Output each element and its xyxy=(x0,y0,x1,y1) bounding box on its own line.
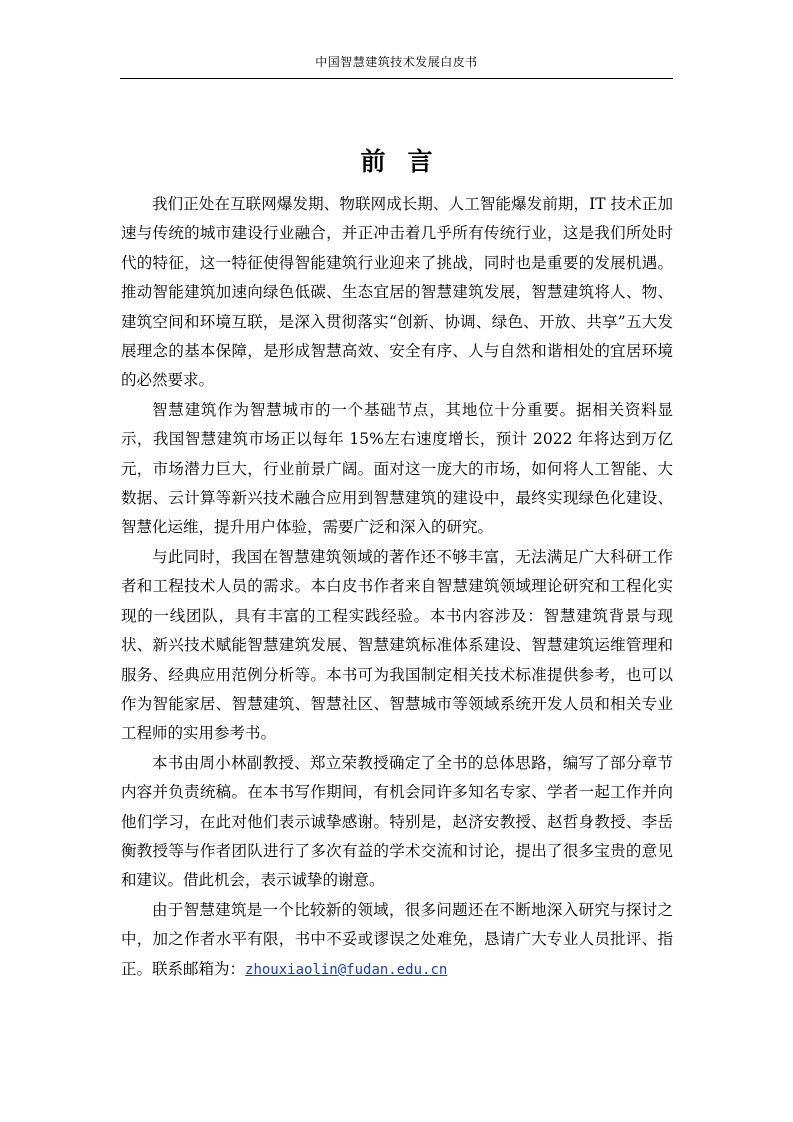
running-header: 中国智慧建筑技术发展白皮书 xyxy=(315,55,478,69)
paragraph-3: 与此同时，我国在智慧建筑领域的著作还不够丰富，无法满足广大科研工作者和工程技术人员的需求。本白皮书作者来自智慧建筑领域理论研究和工程化实现的一线团队，具有丰富的工程实践经验。本书内容涉及：智慧建筑背景与现状、新兴技术赋能智慧建筑发展、智慧建筑标准体系建设、智慧建筑运维管理和服务、经典应用范例分析等。本书可为我国制定相关技术标准提供参考，也可以作为智能家居、智慧建筑、智慧社区、智慧城市等领域系统开发人员和相关专业工程师的实用参考书。 xyxy=(121,547,673,743)
closing-text: 由于智慧建筑是一个比较新的领域，很多问题还在不断地深入研究与探讨之中，加之作者水平有限，书中不妥或谬误之处难免，恳请广大专业人员批评、指正。联系邮箱为： xyxy=(121,900,673,978)
header-divider xyxy=(120,78,673,79)
paragraph-2: 智慧建筑作为智慧城市的一个基础节点，其地位十分重要。据相关资料显示，我国智慧建筑市场正以每年 15%左右速度增长，预计 2022 年将达到万亿元，市场潜力巨大，行业前景广阔。面对这一庞大的市场，如何将人工智能、大数据、云计算等新兴技术融合应用到智慧建筑的建设中，最终实现绿色化建设、智慧化运维，提升用户体验，需要广泛和深入的研究。 xyxy=(121,400,673,537)
paragraph-1: 我们正处在互联网爆发期、物联网成长期、人工智能爆发前期，IT 技术正加速与传统的城市建设行业融合，并正冲击着几乎所有传统行业，这是我们所处时代的特征，这一特征使得智能建筑行业迎来了挑战，同时也是重要的发展机遇。推动智能建筑加速向绿色低碳、生态宜居的智慧建筑发展，智慧建筑将人、物、建筑空间和环境互联，是深入贯彻落实“创新、协调、绿色、开放、共享”五大发展理念的基本保障，是形成智慧高效、安全有序、人与自然和谐相处的宜居环境的必然要求。 xyxy=(121,195,673,390)
document-body xyxy=(121,190,673,985)
closing-paragraph xyxy=(121,896,673,985)
page-title: 前言 xyxy=(360,147,455,176)
paragraph-4: 本书由周小林副教授、郑立荣教授确定了全书的总体思路，编写了部分章节内容并负责统稿。在本书写作期间，有机会同许多知名专家、学者一起工作并向他们学习，在此对他们表示诚挚感谢。特别是，赵济安教授、赵哲身教授、李岳衡教授等与作者团队进行了多次有益的学术交流和讨论，提出了很多宝贵的意见和建议。借此机会，表示诚挚的谢意。 xyxy=(121,753,673,890)
contact-email-link[interactable]: zhouxiaolin@fudan.edu.cn xyxy=(245,961,448,978)
